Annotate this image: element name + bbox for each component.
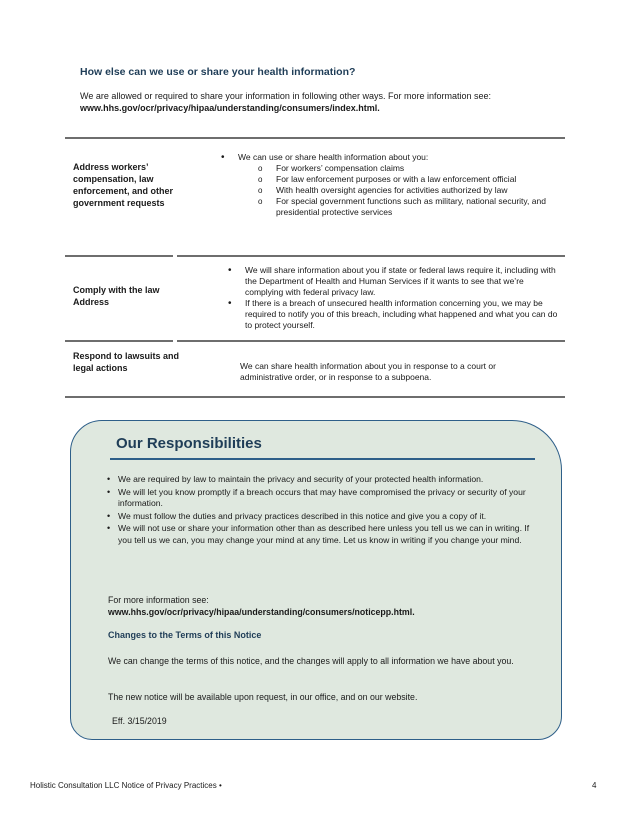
row-divider-right: [177, 255, 565, 257]
section-intro: [80, 90, 560, 114]
row-divider-left: [65, 340, 173, 342]
row-body-government-requests: [238, 152, 558, 218]
hhs-consumers-link[interactable]: www.hhs.gov/ocr/privacy/hipaa/understanding/consumers/index.html.: [80, 103, 380, 113]
row-body-comply-law: [245, 265, 563, 331]
responsibilities-title-rule: [110, 458, 535, 460]
list-item: • We must follow the duties and privacy practices described in this notice and give you a copy of it.: [118, 511, 543, 523]
table-top-rule: [65, 137, 565, 139]
list-item: o For special government functions such as military, national security, and presidential protective services: [276, 196, 558, 218]
table-bottom-rule: [65, 396, 565, 398]
list-item: • We will not use or share your information other than as described here unless you tell us we can in writing. If you tell us we can, you may change your mind at any time. Let us know in writing if you change your mind.: [118, 523, 543, 546]
list-item: • We are required by law to maintain the privacy and security of your protected health information.: [118, 474, 543, 486]
row-divider-left: [65, 255, 173, 257]
list-item: o For workers’ compensation claims: [276, 163, 558, 174]
responsibilities-title: Our Responsibilities: [116, 435, 262, 452]
list-item: • We can use or share health information about you: o For workers’ compensation claims o For law enforcement purposes or with a law enforcement official o With health oversight agencies for activities authorized by law o For special government functions such as military, national security, and presidential protective services: [238, 152, 558, 218]
effective-date: Eff. 3/15/2019: [112, 716, 167, 726]
row-divider-right: [177, 340, 565, 342]
row-label-government-requests: Address workers’ compensation, law enforcement, and other government requests: [73, 162, 174, 208]
list-item: • We will share information about you if state or federal laws require it, including with the Department of Health and Human Services if it wants to see that we’re complying with federal privacy law.: [245, 265, 563, 298]
changes-heading: Changes to the Terms of this Notice: [108, 630, 262, 640]
page-number: 4: [592, 781, 597, 790]
section-heading: How else can we use or share your health information?: [80, 66, 356, 78]
availability-text: The new notice will be available upon request, in our office, and on our website.: [108, 692, 418, 702]
list-item: o For law enforcement purposes or with a law enforcement official: [276, 174, 558, 185]
more-info: [108, 594, 415, 618]
list-item: o With health oversight agencies for activities authorized by law: [276, 185, 558, 196]
notice-link[interactable]: www.hhs.gov/ocr/privacy/hipaa/understanding/consumers/noticepp.html.: [108, 607, 415, 617]
row-label-comply-law: Comply with the law Address: [73, 285, 160, 307]
intro-text: We are allowed or required to share your information in following other ways. For more information see:: [80, 91, 492, 101]
row-label-lawsuits: Respond to lawsuits and legal actions: [73, 351, 180, 373]
responsibilities-list: [118, 474, 543, 547]
list-item: • If there is a breach of unsecured health information concerning you, we may be required to notify you of this breach, including what happened and what you can do to protect yourself.: [245, 298, 563, 331]
footer-text: Holistic Consultation LLC Notice of Privacy Practices •: [30, 781, 222, 790]
more-info-label: For more information see:: [108, 595, 209, 605]
changes-text: We can change the terms of this notice, and the changes will apply to all information we have about you.: [108, 656, 514, 666]
list-item: • We can share health information about you in response to a court or administrative order, or in response to a subpoena.: [240, 361, 520, 383]
list-item: • We will let you know promptly if a breach occurs that may have compromised the privacy or security of your information.: [118, 487, 543, 510]
row-body-lawsuits: [240, 361, 520, 395]
